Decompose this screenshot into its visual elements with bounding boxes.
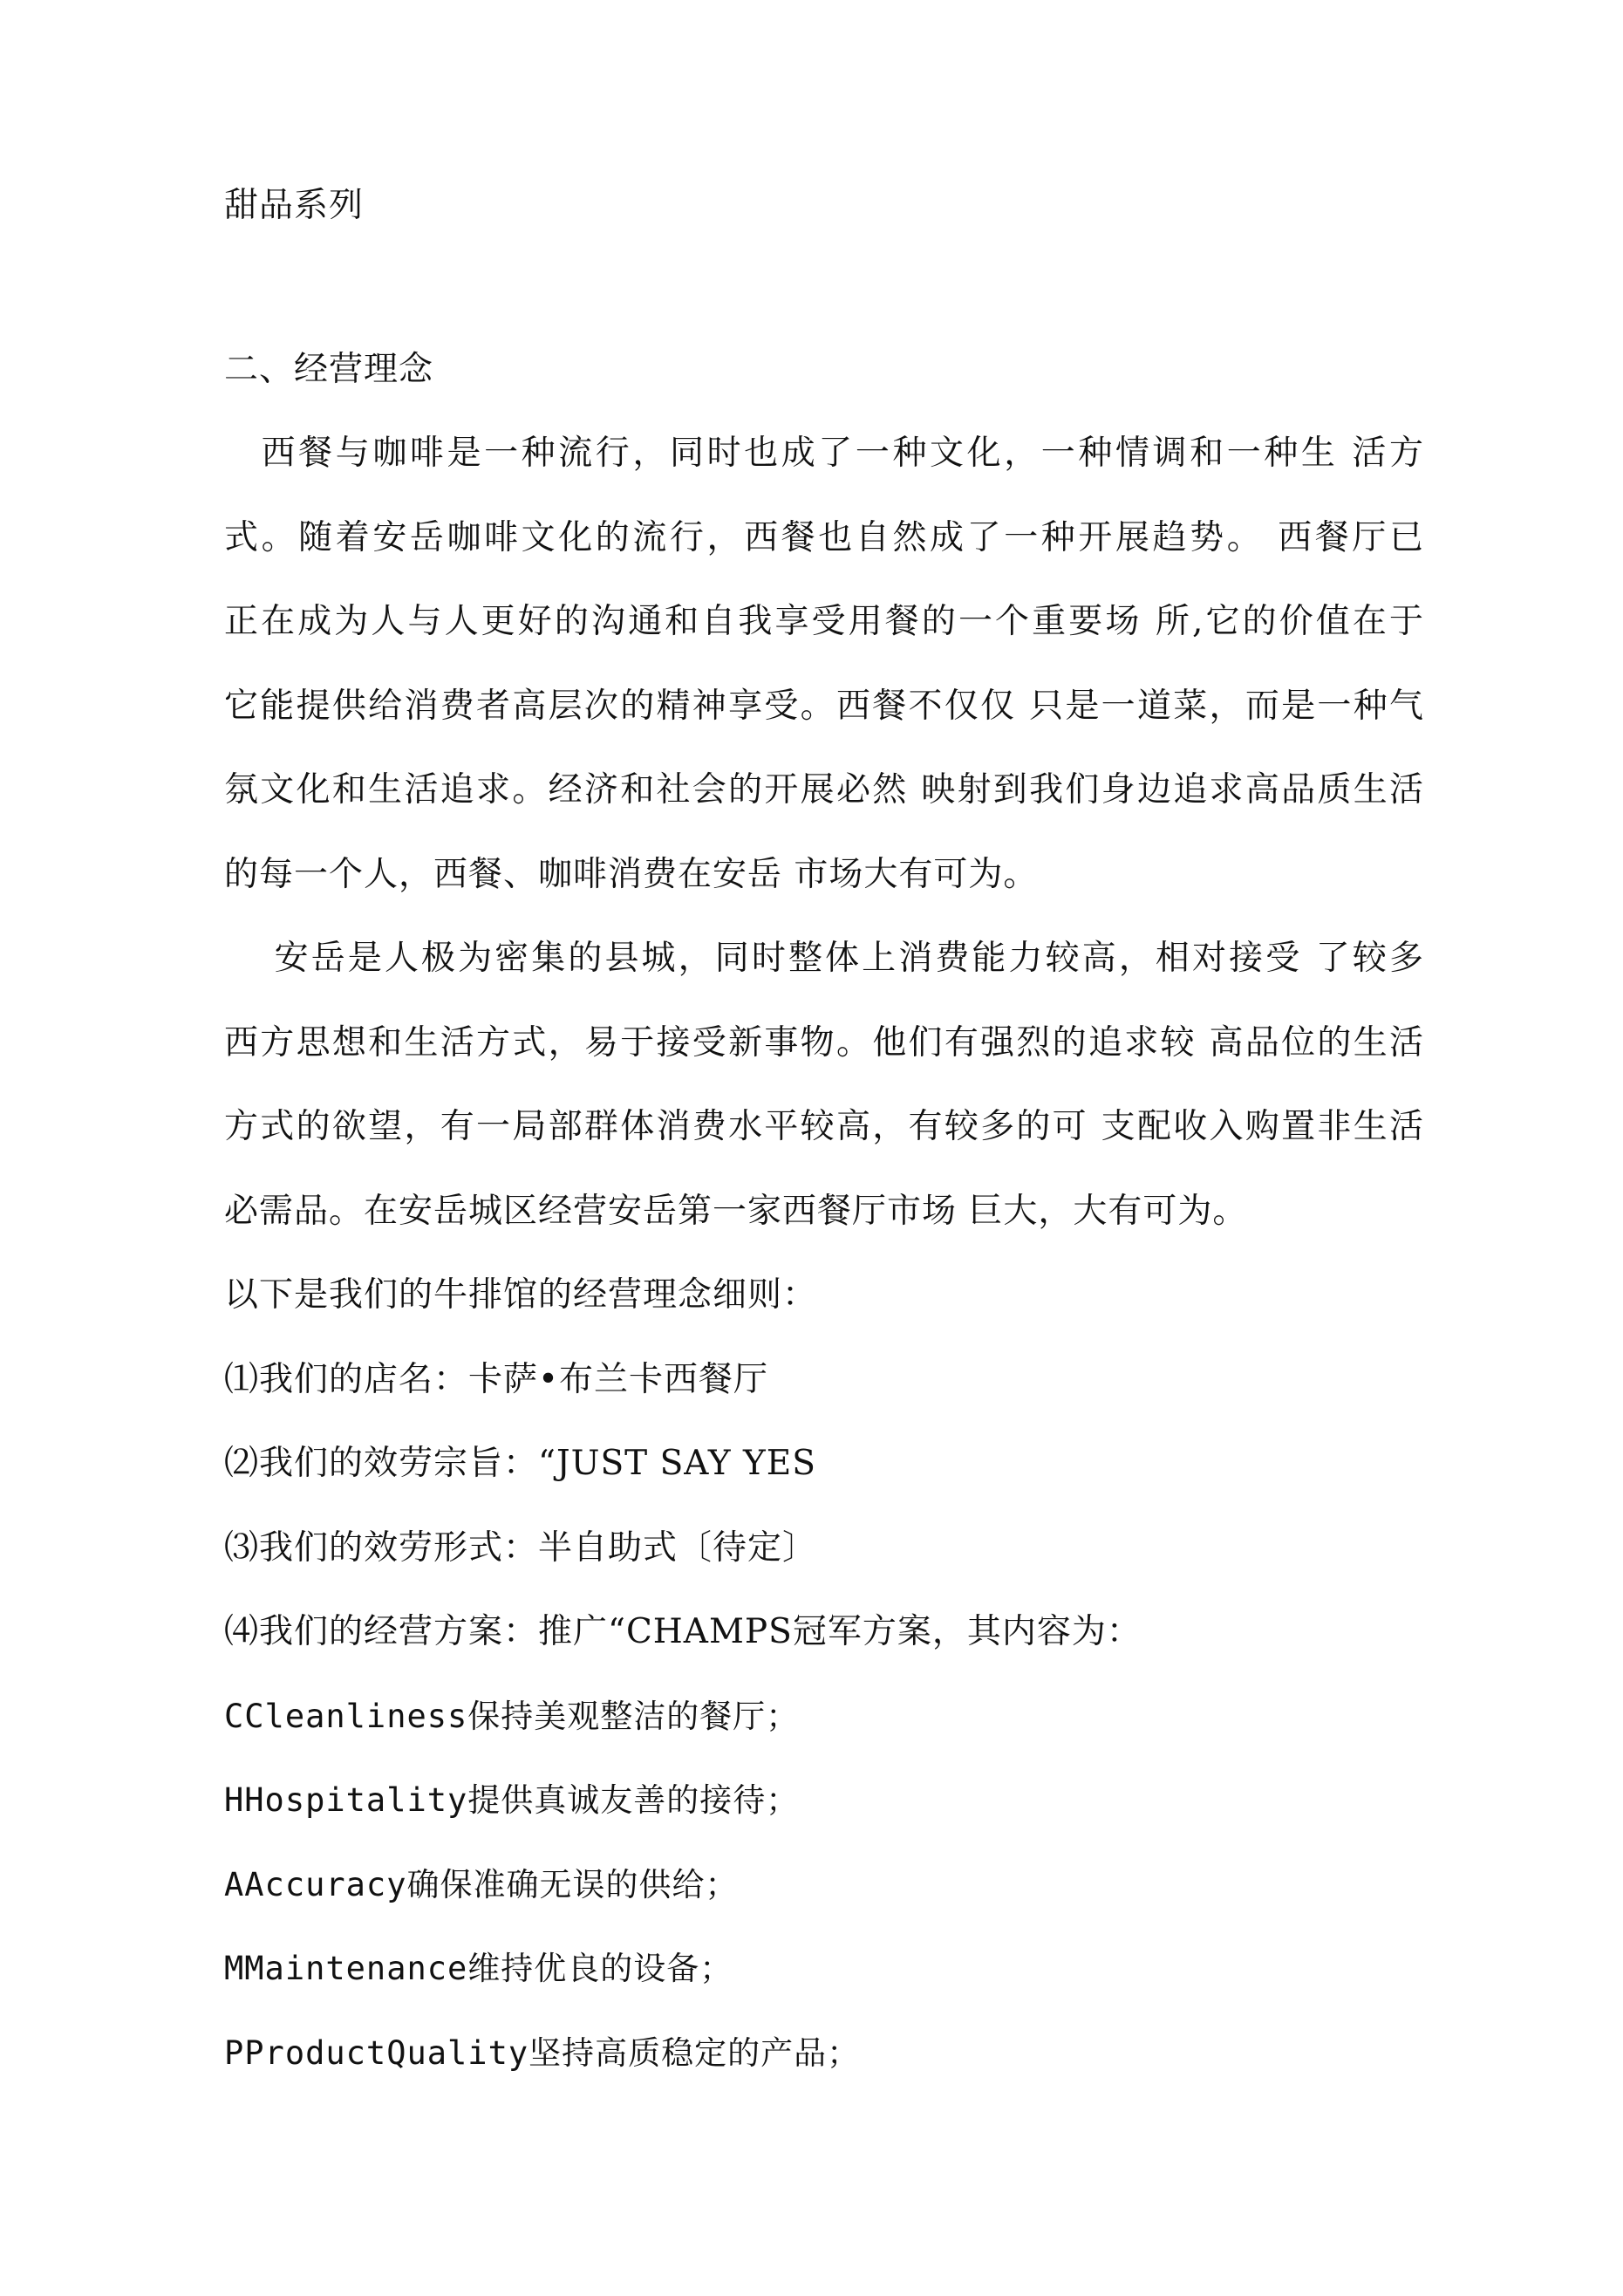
section-title-business-philosophy: 二、经营理念 bbox=[224, 350, 434, 389]
champs-accuracy: AAccuracy确保准确无误的供给； bbox=[224, 1866, 739, 1903]
item-service-format: ⑶我们的效劳形式：半自助式〔待定〕 bbox=[224, 1528, 818, 1568]
paragraph-2-line-3: 方式的欲望，有一局部群体消费水平较高，有较多的可 支配收入购置非生活 bbox=[224, 1107, 1423, 1146]
paragraph-1-line-5: 氛文化和生活追求。经济和社会的开展必然 映射到我们身边追求高品质生活 bbox=[224, 770, 1423, 810]
paragraph-2-line-2: 西方思想和生活方式，易于接受新事物。他们有强烈的追求较 高品位的生活 bbox=[224, 1023, 1423, 1063]
paragraph-1-line-2: 式。随着安岳咖啡文化的流行，西餐也自然成了一种开展趋势。 西餐厅已 bbox=[224, 518, 1423, 557]
champs-maintenance: MMaintenance维持优良的设备； bbox=[224, 1950, 733, 1987]
paragraph-1-line-1: 西餐与咖啡是一种流行，同时也成了一种文化，一种情调和一种生 活方 bbox=[224, 434, 1423, 473]
intro-line: 以下是我们的牛排馆的经营理念细则： bbox=[224, 1275, 818, 1315]
champs-hospitality: HHospitality提供真诚友善的接待； bbox=[224, 1781, 800, 1819]
item-store-name: ⑴我们的店名：卡萨•布兰卡西餐厅 bbox=[224, 1360, 769, 1399]
paragraph-1-line-6: 的每一个人，西餐、咖啡消费在安岳 市场大有可为。 bbox=[224, 855, 1039, 894]
paragraph-1-line-4: 它能提供给消费者高层次的精神享受。西餐不仅仅 只是一道菜，而是一种气 bbox=[224, 687, 1423, 726]
paragraph-1-line-3: 正在成为人与人更好的沟通和自我享受用餐的一个重要场 所,它的价值在于 bbox=[224, 602, 1423, 641]
heading-dessert-series: 甜品系列 bbox=[224, 186, 365, 225]
champs-cleanliness: CCleanliness保持美观整洁的餐厅； bbox=[224, 1698, 800, 1735]
item-service-motto: ⑵我们的效劳宗旨：“JUST SAY YES bbox=[224, 1444, 816, 1483]
item-business-plan: ⑷我们的经营方案：推广“CHAMPS冠军方案，其内容为： bbox=[224, 1612, 1142, 1651]
paragraph-2-line-1: 安岳是人极为密集的县城，同时整体上消费能力较高，相对接受 了较多 bbox=[224, 939, 1423, 978]
paragraph-2-line-4: 必需品。在安岳城区经营安岳第一家西餐厅市场 巨大，大有可为。 bbox=[224, 1192, 1248, 1231]
champs-product-quality: PProductQuality坚持高质稳定的产品； bbox=[224, 2034, 861, 2072]
